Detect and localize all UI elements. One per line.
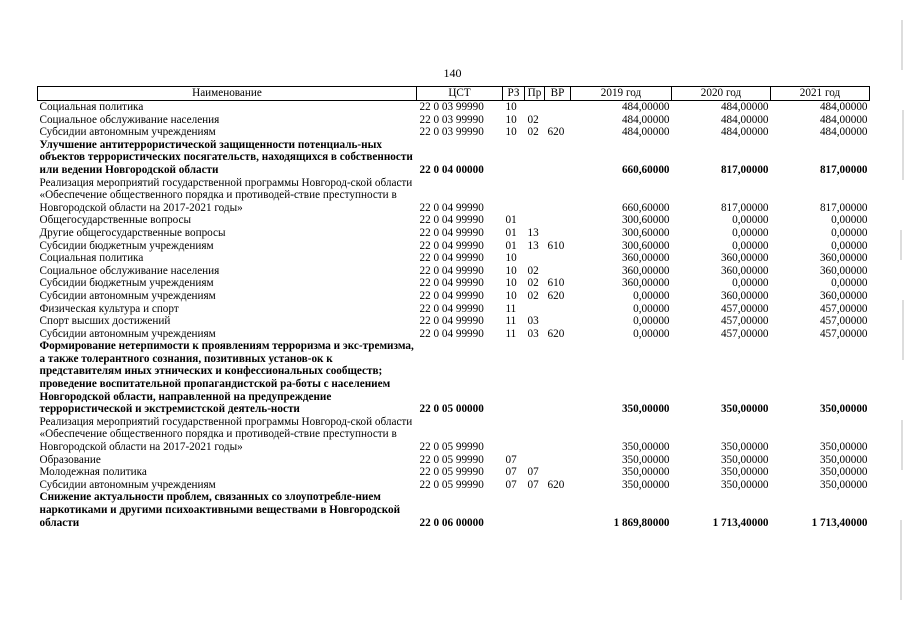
row-vr: 610 [547, 277, 565, 290]
row-pr: 02 [527, 264, 539, 277]
row-rz [503, 177, 525, 215]
row-2021: 350,00000 [819, 403, 868, 416]
row-name: Спорт высших достижений [39, 315, 171, 328]
row-2019: 660,60000 [621, 201, 670, 214]
row-cst: 22 0 04 99990 [419, 327, 484, 340]
budget-table [37, 86, 870, 529]
row-2019: 350,00000 [621, 466, 670, 479]
table-row [38, 139, 870, 177]
row-rz: 01 [505, 214, 517, 227]
table-row [38, 277, 870, 290]
row-cst: 22 0 04 99990 [419, 315, 484, 328]
row-2020: 350,00000 [720, 478, 769, 491]
row-vr: 620 [547, 126, 565, 139]
row-rz [503, 416, 525, 454]
row-2019: 350,00000 [621, 441, 670, 454]
row-vr: 610 [547, 239, 565, 252]
row-2021: 350,00000 [819, 466, 868, 479]
row-cst: 22 0 05 99990 [419, 441, 484, 454]
row-vr [545, 315, 571, 328]
row-2020: 817,00000 [720, 201, 769, 214]
row-2019: 300,60000 [621, 239, 670, 252]
row-2021: 484,00000 [819, 113, 868, 126]
row-name: Молодежная политика [39, 466, 147, 479]
table-header-row [38, 87, 870, 101]
row-pr [525, 416, 545, 454]
table-row [38, 454, 870, 467]
row-pr [525, 454, 545, 467]
row-rz: 11 [505, 327, 517, 340]
header-2019: 2019 год [571, 87, 672, 101]
table-row [38, 227, 870, 240]
row-2019: 350,00000 [621, 403, 670, 416]
row-2021: 484,00000 [819, 126, 868, 139]
table-row [38, 416, 870, 454]
row-2021: 350,00000 [819, 478, 868, 491]
row-name: Снижение актуальности проблем, связанных со злоупотребле-нием наркотиками и другими психоактивными веществами в Новгородской области [39, 491, 401, 529]
row-pr [525, 340, 545, 416]
row-cst: 22 0 05 99990 [419, 453, 484, 466]
row-rz [503, 491, 525, 529]
row-2020: 360,00000 [720, 252, 769, 265]
row-2020: 350,00000 [720, 403, 769, 416]
row-name: Социальное обслуживание населения [39, 264, 220, 277]
row-2019: 484,00000 [621, 113, 670, 126]
row-rz: 11 [505, 302, 517, 315]
row-2020: 484,00000 [720, 101, 769, 113]
row-2021: 350,00000 [819, 441, 868, 454]
header-pr: Пр [525, 87, 545, 101]
row-vr [545, 227, 571, 240]
row-2021: 0,00000 [831, 214, 868, 227]
row-pr: 03 [527, 315, 539, 328]
row-2019: 360,00000 [621, 277, 670, 290]
row-2019: 350,00000 [621, 478, 670, 491]
row-2020: 350,00000 [720, 453, 769, 466]
row-cst: 22 0 04 99990 [419, 264, 484, 277]
row-pr [525, 214, 545, 227]
row-2019: 360,00000 [621, 252, 670, 265]
row-pr: 03 [527, 327, 539, 340]
row-name: Субсидии автономным учреждениям [39, 478, 216, 491]
row-name: Другие общегосударственные вопросы [39, 226, 226, 239]
row-vr [545, 265, 571, 278]
table-row [38, 252, 870, 265]
row-rz: 10 [505, 277, 517, 290]
row-vr [545, 252, 571, 265]
row-2021: 360,00000 [819, 289, 868, 302]
row-vr [545, 491, 571, 529]
row-cst: 22 0 04 99990 [419, 214, 484, 227]
row-cst: 22 0 04 00000 [419, 163, 484, 176]
row-cst: 22 0 05 99990 [419, 466, 484, 479]
row-pr [525, 491, 545, 529]
row-name: Образование [39, 453, 101, 466]
row-cst: 22 0 03 99990 [419, 113, 484, 126]
row-vr [545, 177, 571, 215]
row-cst: 22 0 03 99990 [419, 126, 484, 139]
row-2021: 360,00000 [819, 264, 868, 277]
table-row [38, 340, 870, 416]
row-rz: 01 [505, 239, 517, 252]
header-rz: РЗ [503, 87, 525, 101]
row-pr: 02 [527, 126, 539, 139]
row-2021: 817,00000 [819, 163, 868, 176]
row-2020: 350,00000 [720, 441, 769, 454]
table-row [38, 177, 870, 215]
row-rz [503, 340, 525, 416]
row-2020: 457,00000 [720, 302, 769, 315]
row-cst: 22 0 06 00000 [419, 516, 484, 529]
row-pr [525, 139, 545, 177]
row-name: Формирование нетерпимости к проявлениям терроризма и экс-тремизма, а также толерантного сознания, позитивных установ-ок к представителям иных этнических и конфессиональных сообществ; проведение воспитательной пропагандистской ра-боты с населением Новгородской области, направленной на предупреждение террористической и экстремистской деятель-ности [39, 340, 414, 416]
row-pr: 02 [527, 113, 539, 126]
row-name: Социальная политика [39, 252, 144, 265]
row-name: Реализация мероприятий государственной программы Новгород-ской области «Обеспечение общественного порядка и противодей-ствие преступности в Новгородской области на 2017-2021 годы» [39, 415, 413, 454]
row-cst: 22 0 04 99990 [419, 289, 484, 302]
row-name: Субсидии автономным учреждениям [39, 289, 216, 302]
row-rz [503, 139, 525, 177]
row-pr: 07 [527, 478, 539, 491]
row-name: Социальная политика [39, 101, 144, 113]
row-2020: 350,00000 [720, 466, 769, 479]
row-vr [545, 416, 571, 454]
row-2020: 484,00000 [720, 113, 769, 126]
row-vr [545, 101, 571, 114]
row-2019: 300,60000 [621, 214, 670, 227]
row-2019: 1 869,80000 [613, 516, 670, 529]
row-cst: 22 0 04 99990 [419, 252, 484, 265]
row-2021: 0,00000 [831, 239, 868, 252]
row-name: Социальное обслуживание населения [39, 113, 220, 126]
table-row [38, 328, 870, 341]
row-vr [545, 340, 571, 416]
row-2019: 300,60000 [621, 226, 670, 239]
row-2020: 0,00000 [732, 277, 769, 290]
row-cst: 22 0 05 99990 [419, 478, 484, 491]
table-row [38, 491, 870, 529]
row-2021: 360,00000 [819, 252, 868, 265]
table-row [38, 214, 870, 227]
row-pr [525, 252, 545, 265]
row-pr: 13 [527, 239, 539, 252]
row-2021: 457,00000 [819, 327, 868, 340]
table-body [38, 101, 870, 530]
row-2019: 350,00000 [621, 453, 670, 466]
row-name: Реализация мероприятий государственной программы Новгород-ской области «Обеспечение общественного порядка и противодей-ствие преступности в Новгородской области на 2017-2021 годы» [39, 176, 413, 214]
row-vr [545, 303, 571, 316]
row-vr [545, 114, 571, 127]
row-2021: 0,00000 [831, 226, 868, 239]
row-2019: 0,00000 [633, 327, 670, 340]
row-2020: 0,00000 [732, 214, 769, 227]
row-vr [545, 454, 571, 467]
row-2021: 1 713,40000 [811, 516, 868, 529]
row-pr: 13 [527, 226, 539, 239]
row-2019: 484,00000 [621, 126, 670, 139]
row-name: Субсидии бюджетным учреждениям [39, 239, 214, 252]
row-2020: 457,00000 [720, 327, 769, 340]
row-vr: 620 [547, 289, 565, 302]
row-vr [545, 139, 571, 177]
row-2020: 484,00000 [720, 126, 769, 139]
row-2020: 1 713,40000 [712, 516, 769, 529]
row-name: Улучшение антитеррористической защищенности потенциаль-ных объектов террористических посягательств, находящихся в собственности или ведении Новгородской области [39, 138, 413, 176]
row-2019: 0,00000 [633, 289, 670, 302]
row-pr: 07 [527, 466, 539, 479]
row-rz: 10 [505, 252, 517, 265]
row-2020: 0,00000 [732, 226, 769, 239]
row-rz: 01 [505, 226, 517, 239]
row-2020: 360,00000 [720, 264, 769, 277]
row-rz: 10 [505, 113, 517, 126]
row-vr [545, 214, 571, 227]
table-row [38, 126, 870, 139]
row-cst: 22 0 04 99990 [419, 302, 484, 315]
row-name: Субсидии автономным учреждениям [39, 126, 216, 139]
row-pr [525, 177, 545, 215]
table-row [38, 303, 870, 316]
row-pr [525, 303, 545, 316]
row-name: Субсидии автономным учреждениям [39, 327, 216, 340]
header-name: Наименование [38, 87, 417, 101]
row-2020: 360,00000 [720, 289, 769, 302]
table-row [38, 114, 870, 127]
row-name: Общегосударственные вопросы [39, 214, 192, 227]
row-2021: 817,00000 [819, 201, 868, 214]
table-row [38, 315, 870, 328]
row-rz: 10 [505, 289, 517, 302]
row-cst: 22 0 05 00000 [419, 403, 484, 416]
row-rz: 10 [505, 101, 517, 113]
row-rz: 11 [505, 315, 517, 328]
row-pr [525, 101, 545, 114]
row-2020: 817,00000 [720, 163, 769, 176]
page-number: 140 [443, 66, 462, 80]
scan-edge-noise [899, 0, 905, 640]
row-name: Физическая культура и спорт [39, 302, 179, 315]
table-row [38, 240, 870, 253]
table-row [38, 479, 870, 492]
row-pr: 02 [527, 277, 539, 290]
header-cst: ЦСТ [417, 87, 503, 101]
row-cst: 22 0 04 99990 [419, 277, 484, 290]
row-2019: 360,00000 [621, 264, 670, 277]
row-rz: 07 [505, 453, 517, 466]
row-rz: 10 [505, 126, 517, 139]
row-2020: 0,00000 [732, 239, 769, 252]
row-rz: 07 [505, 466, 517, 479]
row-2021: 350,00000 [819, 453, 868, 466]
row-2021: 484,00000 [819, 101, 868, 113]
row-2019: 660,60000 [621, 163, 670, 176]
table-row [38, 265, 870, 278]
table-row [38, 290, 870, 303]
row-2021: 457,00000 [819, 315, 868, 328]
row-vr: 620 [547, 478, 565, 491]
row-vr [545, 466, 571, 479]
row-cst: 22 0 04 99990 [419, 239, 484, 252]
row-rz: 07 [505, 478, 517, 491]
row-2019: 0,00000 [633, 302, 670, 315]
row-2019: 484,00000 [621, 101, 670, 113]
table-row [38, 101, 870, 114]
row-2021: 0,00000 [831, 277, 868, 290]
row-pr: 02 [527, 289, 539, 302]
row-2020: 457,00000 [720, 315, 769, 328]
header-2020: 2020 год [672, 87, 771, 101]
row-cst: 22 0 03 99990 [419, 101, 484, 113]
row-cst: 22 0 04 99990 [419, 201, 484, 214]
header-2021: 2021 год [771, 87, 870, 101]
row-name: Субсидии бюджетным учреждениям [39, 277, 214, 290]
row-vr: 620 [547, 327, 565, 340]
row-2021: 457,00000 [819, 302, 868, 315]
table-row [38, 466, 870, 479]
row-cst: 22 0 04 99990 [419, 226, 484, 239]
row-2019: 0,00000 [633, 315, 670, 328]
row-rz: 10 [505, 264, 517, 277]
header-vr: ВР [545, 87, 571, 101]
